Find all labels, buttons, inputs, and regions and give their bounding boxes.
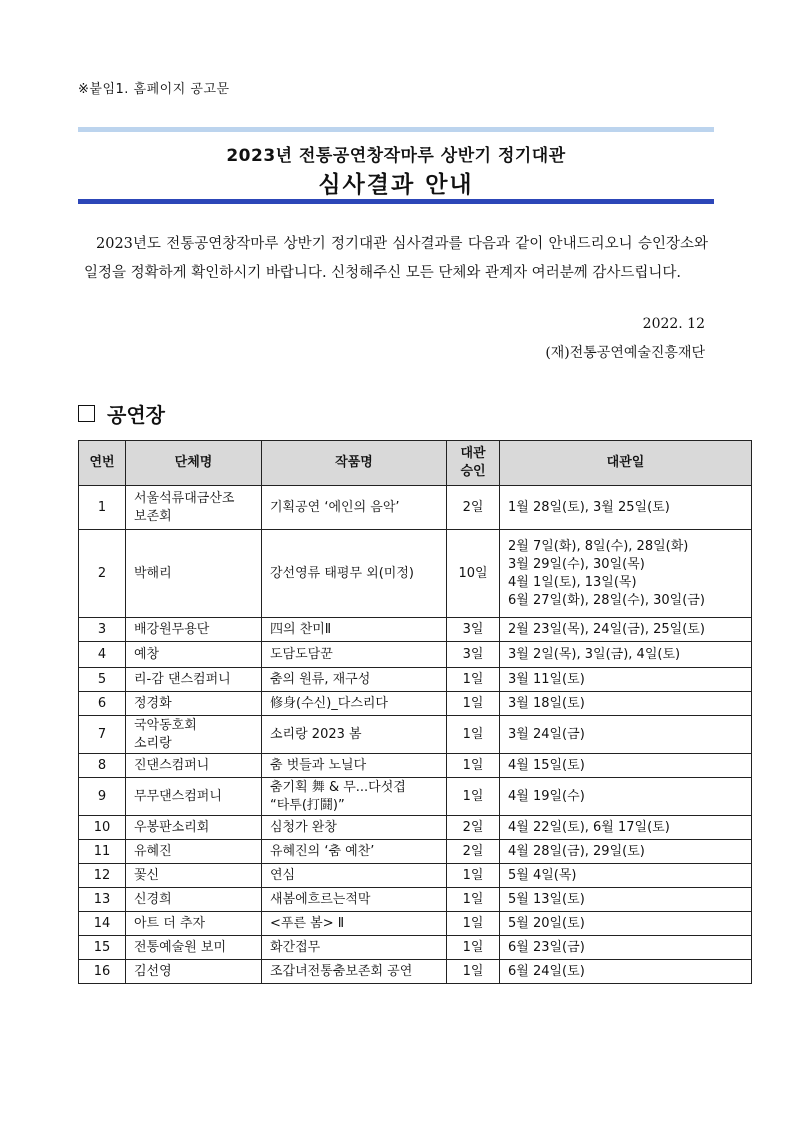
dates-line: 2월 23일(목), 24일(금), 25일(토) xyxy=(508,621,705,637)
cell-dates xyxy=(500,754,752,778)
group-line: 무무댄스컴퍼니 xyxy=(134,788,222,804)
cell-no: 15 xyxy=(79,936,126,960)
cell-no: 3 xyxy=(79,618,126,642)
cell-no: 10 xyxy=(79,816,126,840)
results-table xyxy=(78,440,752,984)
work-line: 춤기획 舞 & 무...다섯겹 xyxy=(270,779,406,795)
group-line: 아트 더 추자 xyxy=(134,915,206,931)
cell-work xyxy=(262,692,447,716)
table-row xyxy=(79,816,752,840)
cell-work xyxy=(262,840,447,864)
cell-no: 5 xyxy=(79,668,126,692)
cell-days: 1일 xyxy=(447,960,500,984)
dates-line: 4월 28일(금), 29일(토) xyxy=(508,843,645,859)
cell-work xyxy=(262,864,447,888)
group-line: 리-감 댄스컴퍼니 xyxy=(134,671,231,687)
cell-group xyxy=(126,530,262,618)
notice-date: 2022. 12 xyxy=(642,316,705,332)
section-heading xyxy=(78,399,165,428)
cell-days: 1일 xyxy=(447,912,500,936)
cell-dates xyxy=(500,716,752,754)
cell-group xyxy=(126,912,262,936)
dates-line: 2월 7일(화), 8일(수), 28일(화) xyxy=(508,538,689,554)
group-line: 서울석류대금산조 xyxy=(134,490,235,506)
group-line: 예창 xyxy=(134,646,160,662)
header-approved-line1: 대관 xyxy=(460,446,486,461)
cell-days: 1일 xyxy=(447,668,500,692)
cell-no: 11 xyxy=(79,840,126,864)
cell-dates xyxy=(500,618,752,642)
dates-line: 6월 24일(토) xyxy=(508,963,585,979)
cell-days: 1일 xyxy=(447,692,500,716)
dates-line: 3월 2일(목), 3일(금), 4일(토) xyxy=(508,646,681,662)
table-row xyxy=(79,888,752,912)
group-line: 전통예술원 보미 xyxy=(134,939,227,955)
table-row xyxy=(79,530,752,618)
attachment-label: ※붙임1. 홈페이지 공고문 xyxy=(78,82,230,97)
dates-line: 4월 22일(토), 6월 17일(토) xyxy=(508,819,670,835)
header-work: 작품명 xyxy=(262,441,447,486)
header-dates: 대관일 xyxy=(500,441,752,486)
group-line: 김선영 xyxy=(134,963,172,979)
header-approved-line2: 승인 xyxy=(460,464,486,479)
dates-line: 4월 1일(토), 13일(목) xyxy=(508,574,637,590)
dates-line: 5월 13일(토) xyxy=(508,891,585,907)
cell-no: 4 xyxy=(79,642,126,668)
cell-work xyxy=(262,936,447,960)
cell-work xyxy=(262,912,447,936)
work-line: 조갑녀전통춤보존회 공연 xyxy=(270,963,413,979)
cell-work xyxy=(262,754,447,778)
dates-line: 5월 20일(토) xyxy=(508,915,585,931)
work-line: 연심 xyxy=(270,867,296,883)
table-row xyxy=(79,754,752,778)
group-line: 유혜진 xyxy=(134,843,172,859)
cell-dates xyxy=(500,888,752,912)
work-line: 새봄에흐르는적막 xyxy=(270,891,371,907)
dates-line: 4월 19일(수) xyxy=(508,788,585,804)
cell-group xyxy=(126,618,262,642)
cell-group xyxy=(126,816,262,840)
table-row xyxy=(79,716,752,754)
section-title: 공연장 xyxy=(107,403,165,427)
work-line: 四의 찬미Ⅱ xyxy=(270,621,332,637)
table-row xyxy=(79,778,752,816)
work-line: 강선영류 태평무 외(미정) xyxy=(270,565,414,581)
cell-group xyxy=(126,754,262,778)
cell-work xyxy=(262,816,447,840)
cell-dates xyxy=(500,642,752,668)
cell-no: 9 xyxy=(79,778,126,816)
dates-line: 1월 28일(토), 3월 25일(토) xyxy=(508,499,670,515)
cell-no: 16 xyxy=(79,960,126,984)
group-line: 신경희 xyxy=(134,891,172,907)
work-line: 심청가 완창 xyxy=(270,819,337,835)
cell-dates xyxy=(500,912,752,936)
table-row xyxy=(79,486,752,530)
table-row xyxy=(79,618,752,642)
work-line: <푸른 봄> Ⅱ xyxy=(270,915,345,931)
cell-days: 3일 xyxy=(447,642,500,668)
work-line: 화간접무 xyxy=(270,939,321,955)
header-no: 연번 xyxy=(79,441,126,486)
cell-dates xyxy=(500,864,752,888)
cell-work xyxy=(262,486,447,530)
cell-group xyxy=(126,716,262,754)
work-line: 소리랑 2023 봄 xyxy=(270,726,362,742)
cell-no: 7 xyxy=(79,716,126,754)
work-line: 도담도담꾼 xyxy=(270,646,333,662)
cell-group xyxy=(126,864,262,888)
group-line: 진댄스컴퍼니 xyxy=(134,757,210,773)
group-line: 소리랑 xyxy=(134,735,172,751)
cell-no: 8 xyxy=(79,754,126,778)
document-title: 2023년 전통공연창작마루 상반기 정기대관 xyxy=(226,146,566,166)
cell-dates xyxy=(500,840,752,864)
dates-line: 4월 15일(토) xyxy=(508,757,585,773)
cell-group xyxy=(126,888,262,912)
cell-group xyxy=(126,840,262,864)
cell-days: 3일 xyxy=(447,618,500,642)
cell-dates xyxy=(500,530,752,618)
table-row xyxy=(79,692,752,716)
work-line: “타투(打鬪)” xyxy=(270,797,345,813)
header-approved xyxy=(447,441,500,486)
table-row xyxy=(79,642,752,668)
table-row xyxy=(79,864,752,888)
cell-dates xyxy=(500,486,752,530)
work-line: 유혜진의 ‘춤 예찬’ xyxy=(270,843,375,859)
title-bar-bottom xyxy=(78,199,714,204)
cell-group xyxy=(126,486,262,530)
cell-days: 1일 xyxy=(447,754,500,778)
cell-days: 1일 xyxy=(447,888,500,912)
checkbox-square-icon xyxy=(78,405,95,422)
cell-days: 2일 xyxy=(447,816,500,840)
cell-days: 2일 xyxy=(447,486,500,530)
cell-work xyxy=(262,642,447,668)
cell-work xyxy=(262,618,447,642)
dates-line: 3월 11일(토) xyxy=(508,671,585,687)
dates-line: 5월 4일(목) xyxy=(508,867,577,883)
cell-no: 12 xyxy=(79,864,126,888)
dates-line: 6월 27일(화), 28일(수), 30일(금) xyxy=(508,592,705,608)
table-row xyxy=(79,960,752,984)
document-subtitle: 심사결과 안내 xyxy=(318,172,474,198)
table-row xyxy=(79,912,752,936)
cell-group xyxy=(126,936,262,960)
cell-no: 2 xyxy=(79,530,126,618)
cell-work xyxy=(262,960,447,984)
group-line: 박해리 xyxy=(134,565,172,581)
cell-dates xyxy=(500,816,752,840)
cell-group xyxy=(126,668,262,692)
work-line: 춤 벗들과 노닐다 xyxy=(270,757,367,773)
work-line: 기획공연 ‘에인의 음악’ xyxy=(270,499,400,515)
group-line: 국악동호회 xyxy=(134,717,197,733)
cell-no: 14 xyxy=(79,912,126,936)
cell-group xyxy=(126,692,262,716)
group-line: 꽃신 xyxy=(134,867,160,883)
cell-no: 1 xyxy=(79,486,126,530)
group-line: 정경화 xyxy=(134,695,172,711)
dates-line: 3월 24일(금) xyxy=(508,726,585,742)
table-row xyxy=(79,936,752,960)
cell-group xyxy=(126,778,262,816)
dates-line: 6월 23일(금) xyxy=(508,939,585,955)
issuing-organization: (재)전통공연예술진흥재단 xyxy=(545,345,705,361)
cell-days: 1일 xyxy=(447,716,500,754)
cell-days: 1일 xyxy=(447,778,500,816)
cell-group xyxy=(126,642,262,668)
dates-line: 3월 29일(수), 30일(목) xyxy=(508,556,645,572)
table-row xyxy=(79,668,752,692)
cell-work xyxy=(262,778,447,816)
dates-line: 3월 18일(토) xyxy=(508,695,585,711)
cell-work xyxy=(262,888,447,912)
work-line: 춤의 원류, 재구성 xyxy=(270,671,371,687)
intro-paragraph: 2023년도 전통공연창작마루 상반기 정기대관 심사결과를 다음과 같이 안내드리오니 승인장소와 일정을 정확하게 확인하시기 바랍니다. 신청해주신 모든 단체와 관계자 여러분께 감사드립니다. xyxy=(84,236,708,281)
cell-no: 6 xyxy=(79,692,126,716)
table-header-row xyxy=(79,441,752,486)
cell-no: 13 xyxy=(79,888,126,912)
group-line: 보존회 xyxy=(134,508,172,524)
cell-work xyxy=(262,668,447,692)
cell-days: 1일 xyxy=(447,864,500,888)
cell-dates xyxy=(500,960,752,984)
group-line: 우봉판소리회 xyxy=(134,819,210,835)
cell-dates xyxy=(500,692,752,716)
cell-days: 2일 xyxy=(447,840,500,864)
table-row xyxy=(79,840,752,864)
cell-group xyxy=(126,960,262,984)
cell-dates xyxy=(500,668,752,692)
cell-dates xyxy=(500,778,752,816)
cell-dates xyxy=(500,936,752,960)
cell-days: 1일 xyxy=(447,936,500,960)
header-group: 단체명 xyxy=(126,441,262,486)
cell-work xyxy=(262,530,447,618)
cell-work xyxy=(262,716,447,754)
cell-days: 10일 xyxy=(447,530,500,618)
title-bar-top xyxy=(78,127,714,132)
work-line: 修身(수신)_다스리다 xyxy=(270,695,388,711)
group-line: 배강원무용단 xyxy=(134,621,210,637)
